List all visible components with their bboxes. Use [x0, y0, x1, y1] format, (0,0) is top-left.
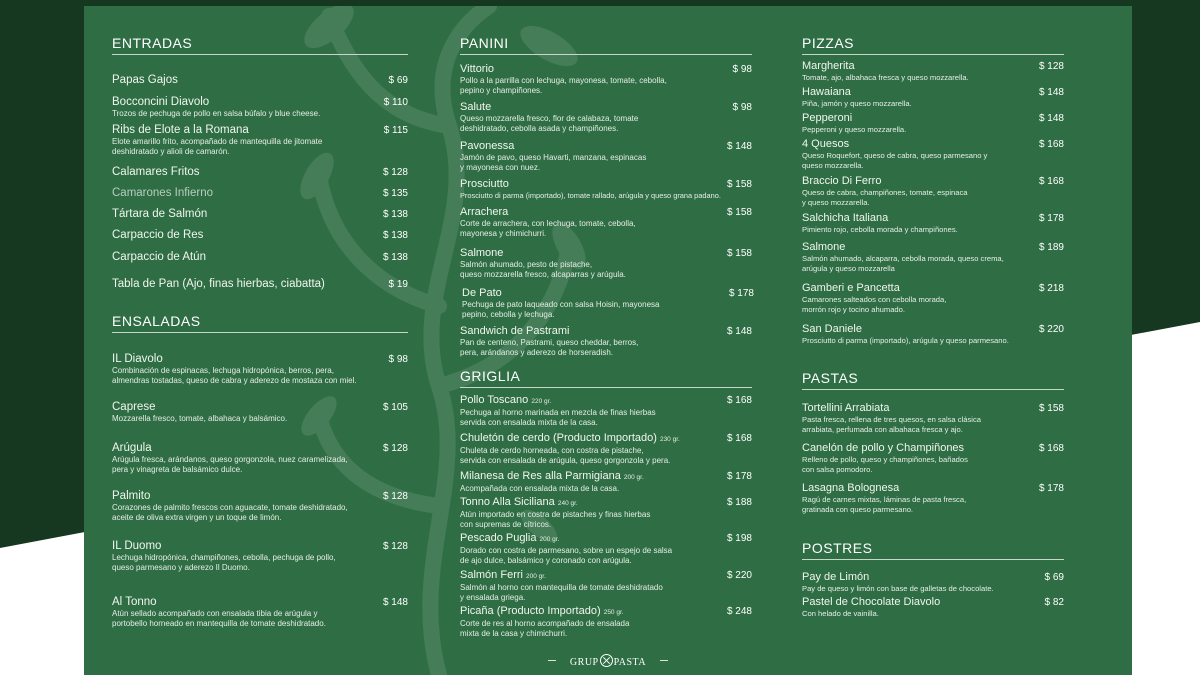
item-name: 4 Quesos	[802, 138, 850, 150]
item-name	[460, 569, 752, 583]
item-description: Mozzarella fresco, tomate, albahaca y balsámico.	[112, 414, 288, 423]
item-description: y ensalada griega.	[460, 592, 526, 602]
item-description: Trozos de pechuga de pollo en salsa búfalo y blue cheese.	[112, 109, 321, 118]
item-name-text: Pollo Toscano	[460, 394, 529, 406]
item-price: $ 158	[726, 179, 752, 190]
item-name	[460, 605, 752, 619]
item-name: Pavonessa	[460, 140, 515, 152]
item-description: Camarones salteados con cebolla morada,	[802, 295, 947, 304]
item-description: Corazones de palmito frescos con aguacate, tomate deshidratado,	[112, 503, 348, 512]
item-description: gratinada con queso parmesano.	[802, 504, 914, 514]
item-price: $ 220	[726, 570, 752, 581]
menu-item	[112, 442, 408, 474]
menu-item	[802, 442, 1064, 474]
item-name: Salute	[460, 101, 492, 113]
item-price: $ 148	[1038, 113, 1064, 124]
item-description: Corte de res al horno acompañado de ensalada	[460, 619, 630, 628]
item-price: $ 158	[1038, 403, 1064, 414]
item-price: $ 128	[382, 167, 408, 178]
menu-item	[112, 490, 408, 522]
menu-item	[460, 496, 752, 529]
item-price: $ 82	[1044, 597, 1064, 608]
item-price: $ 189	[1038, 242, 1064, 253]
item-name: Arrachera	[460, 206, 509, 218]
menu-item	[802, 482, 1064, 514]
fork-cross-icon	[600, 654, 613, 667]
item-description: queso mozzarella.	[802, 160, 864, 170]
section-title: POSTRES	[802, 540, 1064, 560]
item-name: Vittorio	[460, 63, 495, 75]
menu-item	[460, 569, 752, 602]
item-description: deshidratado, cebolla asada y champiñones.	[460, 123, 619, 133]
item-price: $ 188	[726, 497, 752, 508]
item-price: $ 98	[732, 64, 752, 75]
item-description: arrabiata, perfumada con albahaca fresca y ajo.	[802, 424, 963, 434]
item-name: San Daniele	[802, 323, 862, 335]
item-description: Prosciutto di parma (importado), arúgula y queso parmesano.	[802, 336, 1009, 345]
item-price: $ 98	[388, 354, 408, 365]
item-price: $ 110	[383, 97, 408, 108]
item-description: Queso mozzarella fresco, flor de calabaza, tomate	[460, 114, 639, 123]
item-name: Sandwich de Pastrami	[460, 325, 570, 337]
item-name: Caprese	[112, 401, 156, 413]
item-price: $ 138	[382, 209, 408, 220]
item-name-text: Milanesa de Res alla Parmigiana	[460, 470, 621, 482]
item-description: Corte de arrachera, con lechuga, tomate, cebolla,	[460, 219, 636, 228]
section-entradas	[112, 35, 408, 55]
item-description: Elote amarillo frito, acompañado de mantequilla de jitomate	[112, 137, 323, 146]
item-name: Calamares Fritos	[112, 166, 200, 178]
item-name: Canelón de pollo y Champiñones	[802, 442, 965, 454]
section-ensaladas	[112, 313, 408, 333]
item-name	[460, 496, 752, 510]
menu-item	[802, 241, 1064, 273]
item-description: y mayonesa con nuez.	[460, 162, 541, 172]
item-description: de ajo dulce, balsámico y coronado con arúgula.	[460, 555, 632, 565]
item-name: IL Diavolo	[112, 353, 163, 365]
item-name	[460, 394, 752, 408]
item-name	[460, 432, 752, 446]
item-name: Tortellini Arrabiata	[802, 402, 890, 414]
item-weight: 220 gr.	[531, 398, 552, 405]
item-description: Pay de queso y limón con base de galletas de chocolate.	[802, 584, 994, 593]
item-description: pera, arándanos y aderezo de horseradish.	[460, 347, 613, 357]
item-description: Pimiento rojo, cebolla morada y champiñones.	[802, 225, 958, 234]
item-description: Queso Roquefort, queso de cabra, queso parmesano y	[802, 151, 988, 160]
item-description: mayonesa y chimichurri.	[460, 228, 547, 238]
item-name-text: Tonno Alla Siciliana	[460, 496, 555, 508]
item-description: servida con ensalada mixta de la casa.	[460, 417, 598, 427]
item-price: $ 135	[382, 188, 408, 199]
menu-card	[84, 6, 1132, 675]
item-name: Bocconcini Diavolo	[112, 96, 210, 108]
item-description: Pasta fresca, rellena de tres quesos, en salsa clásica	[802, 415, 981, 424]
item-description: almendras tostadas, queso de cabra y aderezo de mostaza con miel.	[112, 375, 357, 385]
menu-item	[460, 325, 752, 357]
menu-item	[112, 124, 408, 156]
menu-item	[112, 353, 408, 385]
item-description: pera y vinagreta de balsámico dulce.	[112, 464, 243, 474]
menu-item	[112, 596, 408, 628]
item-name	[460, 532, 752, 546]
menu-item	[802, 323, 1064, 346]
item-price: $ 148	[1038, 87, 1064, 98]
menu-item	[112, 278, 408, 291]
item-description: morrón rojo y tocino ahumado.	[802, 304, 905, 314]
item-weight: 240 gr.	[557, 500, 578, 507]
item-price: $ 128	[382, 491, 408, 502]
item-description: Con helado de vainilla.	[802, 609, 879, 618]
item-price: $ 168	[726, 395, 752, 406]
menu-item	[112, 401, 408, 424]
item-price: $ 218	[1038, 283, 1064, 294]
menu-item	[460, 287, 754, 319]
item-name: Carpaccio de Atún	[112, 251, 206, 263]
item-name: Pepperoni	[802, 112, 853, 124]
item-description: queso mozzarella fresco, alcaparras y arúgula.	[460, 269, 626, 279]
item-description: portobello horneado en mantequilla de tomate deshidratado.	[112, 618, 326, 628]
item-weight: 200 gr.	[539, 536, 560, 543]
item-price: $ 69	[388, 75, 408, 86]
item-price: $ 178	[726, 471, 752, 482]
item-price: $ 168	[726, 433, 752, 444]
logo-text-left: GRUP	[569, 657, 599, 668]
item-description: Jamón de pavo, queso Havarti, manzana, espinacas	[460, 153, 647, 162]
item-description: Ragú de carnes mixtas, láminas de pasta fresca,	[802, 495, 967, 504]
item-price: $ 178	[728, 288, 754, 299]
item-price: $ 220	[1038, 324, 1064, 335]
item-name: Lasagna Bolognesa	[802, 482, 900, 494]
item-description: y queso mozzarella.	[802, 197, 870, 207]
item-name: Al Tonno	[112, 596, 157, 608]
menu-item	[460, 63, 752, 95]
menu-item	[460, 247, 752, 279]
item-name: Camarones Infierno	[112, 187, 213, 199]
item-name: Salmone	[802, 241, 846, 253]
item-name: De Pato	[462, 287, 502, 299]
section-griglia	[460, 368, 752, 388]
menu-item	[460, 605, 752, 638]
menu-item	[802, 212, 1064, 235]
item-name: Salchicha Italiana	[802, 212, 889, 224]
logo-text	[556, 654, 660, 668]
item-weight: 200 gr.	[526, 573, 546, 580]
item-weight: 250 gr.	[603, 609, 624, 616]
menu-item	[460, 140, 752, 172]
item-price: $ 138	[382, 252, 408, 263]
item-price: $ 178	[1038, 213, 1064, 224]
item-description: deshidratado y alioli de camarón.	[112, 146, 230, 156]
menu-item	[460, 432, 752, 465]
item-description: queso parmesano y aderezo Il Duomo.	[112, 562, 250, 572]
item-description: Salmón ahumado, alcaparra, cebolla morada, queso crema,	[802, 254, 1004, 263]
menu-item	[112, 74, 408, 87]
item-price: $ 248	[726, 606, 752, 617]
item-description: pepino y champiñones.	[460, 85, 543, 95]
menu-item	[112, 540, 408, 572]
section-title: ENTRADAS	[112, 35, 408, 55]
item-description: servida con ensalada de arúgula, queso gorgonzola y pera.	[460, 455, 671, 465]
item-name: Papas Gajos	[112, 74, 178, 86]
item-description: con salsa pomodoro.	[802, 464, 873, 474]
item-name: Salmone	[460, 247, 504, 259]
menu-item	[802, 86, 1064, 109]
menu-item	[802, 175, 1064, 207]
menu-item	[460, 470, 752, 494]
menu-item	[802, 596, 1064, 619]
item-description: aceite de oliva extra virgen y un toque de limón.	[112, 512, 282, 522]
item-name: Tabla de Pan (Ajo, finas hierbas, ciabatta)	[112, 278, 325, 290]
item-price: $ 128	[1038, 61, 1064, 72]
item-description: Salmón al horno con mantequilla de tomate deshidratado	[460, 583, 663, 592]
section-panini	[460, 35, 752, 55]
item-name: Pastel de Chocolate Diavolo	[802, 596, 941, 608]
item-description: Queso de cabra, champiñones, tomate, espinaca	[802, 188, 968, 197]
menu-item	[802, 112, 1064, 135]
menu-item	[460, 532, 752, 565]
item-weight: 200 gr.	[623, 474, 644, 481]
item-description: Pepperoni y queso mozzarella.	[802, 125, 907, 134]
menu-item	[460, 178, 752, 201]
item-price: $ 98	[732, 102, 752, 113]
item-price: $ 19	[388, 279, 408, 290]
item-description: Relleno de pollo, queso y champiñones, bañados	[802, 455, 968, 464]
item-name: Hawaiana	[802, 86, 851, 98]
item-description: Combinación de espinacas, lechuga hidropónica, berros, pera,	[112, 366, 334, 375]
item-description: Acompañada con ensalada mixta de la casa.	[460, 484, 620, 493]
item-price: $ 138	[382, 230, 408, 241]
item-price: $ 148	[726, 141, 752, 152]
item-description: mixta de la casa y chimichurri.	[460, 628, 568, 638]
section-title: ENSALADAS	[112, 313, 408, 333]
grupo-pasta-logo	[548, 650, 668, 670]
item-name: Ribs de Elote a la Romana	[112, 124, 249, 136]
item-name	[460, 470, 752, 484]
item-description: arúgula y queso mozzarella	[802, 263, 895, 273]
item-price: $ 69	[1044, 572, 1064, 583]
item-name: IL Duomo	[112, 540, 162, 552]
item-description: Salmón ahumado, pesto de pistache,	[460, 260, 593, 269]
menu-item	[112, 187, 408, 200]
logo-rule-right	[660, 660, 668, 661]
item-price: $ 148	[726, 326, 752, 337]
item-name: Braccio Di Ferro	[802, 175, 882, 187]
item-price: $ 168	[1038, 139, 1064, 150]
item-price: $ 105	[382, 402, 408, 413]
section-pastas	[802, 370, 1064, 390]
menu-item	[802, 138, 1064, 170]
item-price: $ 158	[726, 248, 752, 259]
menu-item	[460, 206, 752, 238]
menu-item	[802, 60, 1064, 83]
menu-item	[802, 571, 1064, 594]
item-price: $ 115	[383, 125, 408, 136]
item-description: Atún sellado acompañado con ensalada tibia de arúgula y	[112, 609, 318, 618]
menu-item	[460, 394, 752, 427]
item-name: Tártara de Salmón	[112, 208, 208, 220]
item-price: $ 168	[1038, 176, 1064, 187]
item-description: Piña, jamón y queso mozzarella.	[802, 99, 912, 108]
item-description: Dorado con costra de parmesano, sobre un espejo de salsa	[460, 546, 673, 555]
item-name-text: Picaña (Producto Importado)	[460, 605, 601, 617]
item-description: pepino, cebolla y lechuga.	[462, 309, 555, 319]
menu-item	[112, 251, 408, 264]
logo-rule-left	[548, 660, 556, 661]
item-description: Atún importado en costra de pistaches y finas hierbas	[460, 510, 651, 519]
item-name-text: Pescado Puglia	[460, 532, 537, 544]
item-name: Prosciutto	[460, 178, 509, 190]
section-title: PIZZAS	[802, 35, 1064, 55]
item-description: Lechuga hidropónica, champiñones, cebolla, pechuga de pollo,	[112, 553, 336, 562]
menu-item	[802, 282, 1064, 314]
menu-item	[802, 402, 1064, 434]
section-title: PASTAS	[802, 370, 1064, 390]
menu-item	[112, 229, 408, 242]
item-description: Pechuga al horno marinada en mezcla de finas hierbas	[460, 408, 656, 417]
item-description: Pan de centeno, Pastrami, queso cheddar, berros,	[460, 338, 639, 347]
menu-item	[460, 101, 752, 133]
menu-item	[112, 96, 408, 119]
item-name: Gamberi e Pancetta	[802, 282, 900, 294]
item-description: con supremas de cítricos.	[460, 519, 552, 529]
item-weight: 230 gr.	[659, 436, 680, 443]
item-description: Pollo a la parrilla con lechuga, mayonesa, tomate, cebolla,	[460, 76, 667, 85]
section-title: GRIGLIA	[460, 368, 752, 388]
item-price: $ 168	[1038, 443, 1064, 454]
item-price: $ 198	[726, 533, 752, 544]
item-price: $ 148	[382, 597, 408, 608]
item-price: $ 128	[382, 443, 408, 454]
item-name-text: Salmón Ferri	[460, 569, 523, 581]
section-postres	[802, 540, 1064, 560]
item-name: Palmito	[112, 490, 151, 502]
menu-item	[112, 166, 408, 179]
item-description: Arúgula fresca, arándanos, queso gorgonzola, nuez caramelizada,	[112, 455, 348, 464]
item-name: Arúgula	[112, 442, 152, 454]
item-name: Carpaccio de Res	[112, 229, 204, 241]
item-price: $ 158	[726, 207, 752, 218]
item-name-text: Chuletón de cerdo (Producto Importado)	[460, 432, 657, 444]
section-pizzas	[802, 35, 1064, 55]
item-description: Tomate, ajo, albahaca fresca y queso mozzarella.	[802, 73, 969, 82]
item-description: Chuleta de cerdo horneada, con costra de pistache,	[460, 446, 644, 455]
item-price: $ 128	[382, 541, 408, 552]
item-description: Prosciutto di parma (importado), tomate rallado, arúgula y queso grana padano.	[460, 191, 721, 200]
item-name: Pay de Limón	[802, 571, 870, 583]
logo-text-right: PASTA	[613, 657, 647, 668]
item-description: Pechuga de pato laqueado con salsa Hoisin, mayonesa	[462, 300, 660, 309]
item-price: $ 178	[1038, 483, 1064, 494]
item-name: Margherita	[802, 60, 855, 72]
menu-item	[112, 208, 408, 221]
section-title: PANINI	[460, 35, 752, 55]
